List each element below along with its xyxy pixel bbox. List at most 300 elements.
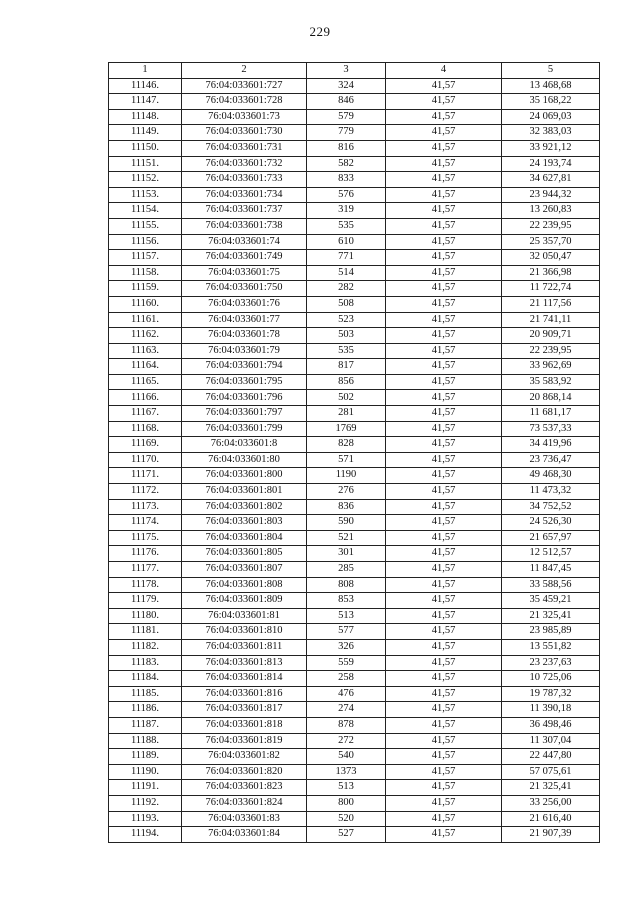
area-cell: 503 — [307, 328, 386, 344]
rate-cell: 41,57 — [386, 530, 502, 546]
amount-cell: 12 512,57 — [502, 546, 600, 562]
area-cell: 1769 — [307, 421, 386, 437]
area-cell: 319 — [307, 203, 386, 219]
cadastral-number-cell: 76:04:033601:749 — [182, 250, 307, 266]
amount-cell: 34 419,96 — [502, 437, 600, 453]
table-row — [109, 562, 600, 578]
cadastral-number-cell: 76:04:033601:809 — [182, 593, 307, 609]
amount-cell: 33 962,69 — [502, 359, 600, 375]
rate-cell: 41,57 — [386, 203, 502, 219]
cadastral-number-cell: 76:04:033601:820 — [182, 764, 307, 780]
amount-cell: 19 787,32 — [502, 686, 600, 702]
row-number-cell: 11182. — [109, 639, 182, 655]
cadastral-number-cell: 76:04:033601:810 — [182, 624, 307, 640]
amount-cell: 11 390,18 — [502, 702, 600, 718]
table-row — [109, 109, 600, 125]
row-number-cell: 11161. — [109, 312, 182, 328]
cadastral-number-cell: 76:04:033601:728 — [182, 94, 307, 110]
amount-cell: 11 847,45 — [502, 562, 600, 578]
rate-cell: 41,57 — [386, 109, 502, 125]
amount-cell: 22 239,95 — [502, 343, 600, 359]
table-row — [109, 530, 600, 546]
table-row — [109, 593, 600, 609]
cadastral-number-cell: 76:04:033601:731 — [182, 140, 307, 156]
area-cell: 476 — [307, 686, 386, 702]
table-row — [109, 811, 600, 827]
cadastral-number-cell: 76:04:033601:80 — [182, 452, 307, 468]
row-number-cell: 11149. — [109, 125, 182, 141]
table-row — [109, 218, 600, 234]
area-cell: 513 — [307, 780, 386, 796]
amount-cell: 73 537,33 — [502, 421, 600, 437]
amount-cell: 23 985,89 — [502, 624, 600, 640]
table-row — [109, 281, 600, 297]
table-row — [109, 780, 600, 796]
rate-cell: 41,57 — [386, 827, 502, 843]
area-cell: 579 — [307, 109, 386, 125]
area-cell: 836 — [307, 499, 386, 515]
column-header: 4 — [386, 63, 502, 79]
area-cell: 571 — [307, 452, 386, 468]
table-row — [109, 764, 600, 780]
cadastral-number-cell: 76:04:033601:79 — [182, 343, 307, 359]
table-body — [109, 78, 600, 842]
table-row — [109, 343, 600, 359]
table-row — [109, 94, 600, 110]
table-row — [109, 156, 600, 172]
cadastral-number-cell: 76:04:033601:802 — [182, 499, 307, 515]
cadastral-number-cell: 76:04:033601:813 — [182, 655, 307, 671]
column-header: 2 — [182, 63, 307, 79]
row-number-cell: 11176. — [109, 546, 182, 562]
row-number-cell: 11163. — [109, 343, 182, 359]
amount-cell: 23 944,32 — [502, 187, 600, 203]
row-number-cell: 11173. — [109, 499, 182, 515]
row-number-cell: 11185. — [109, 686, 182, 702]
rate-cell: 41,57 — [386, 468, 502, 484]
amount-cell: 32 050,47 — [502, 250, 600, 266]
table-row — [109, 546, 600, 562]
area-cell: 508 — [307, 296, 386, 312]
area-cell: 285 — [307, 562, 386, 578]
row-number-cell: 11159. — [109, 281, 182, 297]
cadastral-number-cell: 76:04:033601:76 — [182, 296, 307, 312]
table-row — [109, 702, 600, 718]
row-number-cell: 11193. — [109, 811, 182, 827]
cadastral-number-cell: 76:04:033601:817 — [182, 702, 307, 718]
rate-cell: 41,57 — [386, 593, 502, 609]
area-cell: 577 — [307, 624, 386, 640]
table-row — [109, 671, 600, 687]
table-row — [109, 499, 600, 515]
area-cell: 258 — [307, 671, 386, 687]
rate-cell: 41,57 — [386, 94, 502, 110]
area-cell: 324 — [307, 78, 386, 94]
column-header: 3 — [307, 63, 386, 79]
cadastral-number-cell: 76:04:033601:823 — [182, 780, 307, 796]
area-cell: 833 — [307, 172, 386, 188]
rate-cell: 41,57 — [386, 265, 502, 281]
row-number-cell: 11192. — [109, 795, 182, 811]
amount-cell: 13 468,68 — [502, 78, 600, 94]
area-cell: 590 — [307, 515, 386, 531]
row-number-cell: 11150. — [109, 140, 182, 156]
rate-cell: 41,57 — [386, 78, 502, 94]
cadastral-number-cell: 76:04:033601:796 — [182, 390, 307, 406]
cadastral-number-cell: 76:04:033601:803 — [182, 515, 307, 531]
area-cell: 281 — [307, 406, 386, 422]
table-row — [109, 733, 600, 749]
row-number-cell: 11179. — [109, 593, 182, 609]
area-cell: 521 — [307, 530, 386, 546]
amount-cell: 33 921,12 — [502, 140, 600, 156]
rate-cell: 41,57 — [386, 702, 502, 718]
row-number-cell: 11170. — [109, 452, 182, 468]
row-number-cell: 11175. — [109, 530, 182, 546]
cadastral-number-cell: 76:04:033601:732 — [182, 156, 307, 172]
row-number-cell: 11186. — [109, 702, 182, 718]
table-row — [109, 468, 600, 484]
table-row — [109, 686, 600, 702]
area-cell: 502 — [307, 390, 386, 406]
area-cell: 520 — [307, 811, 386, 827]
row-number-cell: 11146. — [109, 78, 182, 94]
area-cell: 535 — [307, 218, 386, 234]
amount-cell: 34 627,81 — [502, 172, 600, 188]
table-row — [109, 608, 600, 624]
area-cell: 846 — [307, 94, 386, 110]
area-cell: 828 — [307, 437, 386, 453]
row-number-cell: 11178. — [109, 577, 182, 593]
row-number-cell: 11152. — [109, 172, 182, 188]
amount-cell: 21 907,39 — [502, 827, 600, 843]
cadastral-number-cell: 76:04:033601:805 — [182, 546, 307, 562]
rate-cell: 41,57 — [386, 250, 502, 266]
cadastral-number-cell: 76:04:033601:808 — [182, 577, 307, 593]
row-number-cell: 11187. — [109, 717, 182, 733]
table-row — [109, 795, 600, 811]
area-cell: 816 — [307, 140, 386, 156]
cadastral-number-cell: 76:04:033601:734 — [182, 187, 307, 203]
cadastral-number-cell: 76:04:033601:816 — [182, 686, 307, 702]
rate-cell: 41,57 — [386, 546, 502, 562]
area-cell: 513 — [307, 608, 386, 624]
area-cell: 800 — [307, 795, 386, 811]
cadastral-number-cell: 76:04:033601:733 — [182, 172, 307, 188]
area-cell: 576 — [307, 187, 386, 203]
amount-cell: 21 117,56 — [502, 296, 600, 312]
cadastral-number-cell: 76:04:033601:83 — [182, 811, 307, 827]
row-number-cell: 11174. — [109, 515, 182, 531]
row-number-cell: 11157. — [109, 250, 182, 266]
cadastral-number-cell: 76:04:033601:73 — [182, 109, 307, 125]
rate-cell: 41,57 — [386, 156, 502, 172]
area-cell: 514 — [307, 265, 386, 281]
rate-cell: 41,57 — [386, 624, 502, 640]
row-number-cell: 11158. — [109, 265, 182, 281]
cadastral-number-cell: 76:04:033601:800 — [182, 468, 307, 484]
area-cell: 527 — [307, 827, 386, 843]
amount-cell: 21 366,98 — [502, 265, 600, 281]
amount-cell: 21 325,41 — [502, 780, 600, 796]
area-cell: 856 — [307, 374, 386, 390]
amount-cell: 49 468,30 — [502, 468, 600, 484]
area-cell: 282 — [307, 281, 386, 297]
table-row — [109, 624, 600, 640]
rate-cell: 41,57 — [386, 187, 502, 203]
row-number-cell: 11166. — [109, 390, 182, 406]
row-number-cell: 11189. — [109, 749, 182, 765]
cadastral-number-cell: 76:04:033601:814 — [182, 671, 307, 687]
cadastral-number-cell: 76:04:033601:77 — [182, 312, 307, 328]
rate-cell: 41,57 — [386, 218, 502, 234]
cadastral-number-cell: 76:04:033601:811 — [182, 639, 307, 655]
row-number-cell: 11194. — [109, 827, 182, 843]
cadastral-number-cell: 76:04:033601:750 — [182, 281, 307, 297]
table-row — [109, 374, 600, 390]
data-table — [108, 62, 600, 843]
rate-cell: 41,57 — [386, 562, 502, 578]
rate-cell: 41,57 — [386, 312, 502, 328]
rate-cell: 41,57 — [386, 655, 502, 671]
cadastral-number-cell: 76:04:033601:824 — [182, 795, 307, 811]
amount-cell: 13 551,82 — [502, 639, 600, 655]
amount-cell: 21 325,41 — [502, 608, 600, 624]
amount-cell: 20 868,14 — [502, 390, 600, 406]
rate-cell: 41,57 — [386, 343, 502, 359]
cadastral-number-cell: 76:04:033601:737 — [182, 203, 307, 219]
rate-cell: 41,57 — [386, 172, 502, 188]
rate-cell: 41,57 — [386, 811, 502, 827]
area-cell: 610 — [307, 234, 386, 250]
cadastral-number-cell: 76:04:033601:795 — [182, 374, 307, 390]
rate-cell: 41,57 — [386, 795, 502, 811]
amount-cell: 35 459,21 — [502, 593, 600, 609]
rate-cell: 41,57 — [386, 359, 502, 375]
area-cell: 559 — [307, 655, 386, 671]
amount-cell: 57 075,61 — [502, 764, 600, 780]
area-cell: 817 — [307, 359, 386, 375]
rate-cell: 41,57 — [386, 406, 502, 422]
area-cell: 276 — [307, 484, 386, 500]
cadastral-number-cell: 76:04:033601:797 — [182, 406, 307, 422]
cadastral-number-cell: 76:04:033601:730 — [182, 125, 307, 141]
amount-cell: 32 383,03 — [502, 125, 600, 141]
amount-cell: 23 237,63 — [502, 655, 600, 671]
row-number-cell: 11160. — [109, 296, 182, 312]
rate-cell: 41,57 — [386, 515, 502, 531]
row-number-cell: 11153. — [109, 187, 182, 203]
table-row — [109, 265, 600, 281]
area-cell: 582 — [307, 156, 386, 172]
table-row — [109, 717, 600, 733]
area-cell: 523 — [307, 312, 386, 328]
rate-cell: 41,57 — [386, 639, 502, 655]
column-header: 1 — [109, 63, 182, 79]
cadastral-number-cell: 76:04:033601:799 — [182, 421, 307, 437]
row-number-cell: 11167. — [109, 406, 182, 422]
rate-cell: 41,57 — [386, 577, 502, 593]
table-row — [109, 484, 600, 500]
table-row — [109, 437, 600, 453]
amount-cell: 22 447,80 — [502, 749, 600, 765]
rate-cell: 41,57 — [386, 328, 502, 344]
table-row — [109, 452, 600, 468]
cadastral-number-cell: 76:04:033601:807 — [182, 562, 307, 578]
rate-cell: 41,57 — [386, 437, 502, 453]
rate-cell: 41,57 — [386, 484, 502, 500]
row-number-cell: 11151. — [109, 156, 182, 172]
amount-cell: 21 616,40 — [502, 811, 600, 827]
cadastral-number-cell: 76:04:033601:727 — [182, 78, 307, 94]
rate-cell: 41,57 — [386, 749, 502, 765]
row-number-cell: 11190. — [109, 764, 182, 780]
row-number-cell: 11156. — [109, 234, 182, 250]
row-number-cell: 11168. — [109, 421, 182, 437]
row-number-cell: 11171. — [109, 468, 182, 484]
area-cell: 272 — [307, 733, 386, 749]
table-row — [109, 390, 600, 406]
cadastral-number-cell: 76:04:033601:8 — [182, 437, 307, 453]
table-row — [109, 749, 600, 765]
row-number-cell: 11181. — [109, 624, 182, 640]
amount-cell: 11 681,17 — [502, 406, 600, 422]
area-cell: 878 — [307, 717, 386, 733]
row-number-cell: 11147. — [109, 94, 182, 110]
table-row — [109, 639, 600, 655]
table-row — [109, 328, 600, 344]
rate-cell: 41,57 — [386, 281, 502, 297]
area-cell: 853 — [307, 593, 386, 609]
row-number-cell: 11191. — [109, 780, 182, 796]
cadastral-number-cell: 76:04:033601:794 — [182, 359, 307, 375]
row-number-cell: 11169. — [109, 437, 182, 453]
cadastral-number-cell: 76:04:033601:84 — [182, 827, 307, 843]
table-row — [109, 655, 600, 671]
cadastral-number-cell: 76:04:033601:819 — [182, 733, 307, 749]
table-row — [109, 125, 600, 141]
table-row — [109, 172, 600, 188]
cadastral-number-cell: 76:04:033601:818 — [182, 717, 307, 733]
cadastral-number-cell: 76:04:033601:74 — [182, 234, 307, 250]
table-row — [109, 515, 600, 531]
rate-cell: 41,57 — [386, 125, 502, 141]
page-number: 229 — [309, 24, 331, 39]
amount-cell: 21 657,97 — [502, 530, 600, 546]
rate-cell: 41,57 — [386, 686, 502, 702]
row-number-cell: 11164. — [109, 359, 182, 375]
area-cell: 771 — [307, 250, 386, 266]
area-cell: 540 — [307, 749, 386, 765]
table-row — [109, 203, 600, 219]
amount-cell: 36 498,46 — [502, 717, 600, 733]
area-cell: 301 — [307, 546, 386, 562]
table-row — [109, 406, 600, 422]
row-number-cell: 11162. — [109, 328, 182, 344]
table-row — [109, 187, 600, 203]
table-row — [109, 250, 600, 266]
amount-cell: 24 193,74 — [502, 156, 600, 172]
table-row — [109, 140, 600, 156]
amount-cell: 33 588,56 — [502, 577, 600, 593]
row-number-cell: 11148. — [109, 109, 182, 125]
rate-cell: 41,57 — [386, 499, 502, 515]
row-number-cell: 11188. — [109, 733, 182, 749]
cadastral-number-cell: 76:04:033601:78 — [182, 328, 307, 344]
row-number-cell: 11154. — [109, 203, 182, 219]
row-number-cell: 11177. — [109, 562, 182, 578]
rate-cell: 41,57 — [386, 764, 502, 780]
table-row — [109, 577, 600, 593]
amount-cell: 11 722,74 — [502, 281, 600, 297]
table-row — [109, 234, 600, 250]
area-cell: 1190 — [307, 468, 386, 484]
amount-cell: 11 473,32 — [502, 484, 600, 500]
cadastral-number-cell: 76:04:033601:82 — [182, 749, 307, 765]
cadastral-number-cell: 76:04:033601:738 — [182, 218, 307, 234]
area-cell: 535 — [307, 343, 386, 359]
rate-cell: 41,57 — [386, 717, 502, 733]
amount-cell: 11 307,04 — [502, 733, 600, 749]
amount-cell: 24 069,03 — [502, 109, 600, 125]
rate-cell: 41,57 — [386, 608, 502, 624]
rate-cell: 41,57 — [386, 140, 502, 156]
cadastral-number-cell: 76:04:033601:804 — [182, 530, 307, 546]
amount-cell: 35 583,92 — [502, 374, 600, 390]
rate-cell: 41,57 — [386, 421, 502, 437]
cadastral-number-cell: 76:04:033601:75 — [182, 265, 307, 281]
rate-cell: 41,57 — [386, 296, 502, 312]
table-row — [109, 78, 600, 94]
rate-cell: 41,57 — [386, 780, 502, 796]
amount-cell: 33 256,00 — [502, 795, 600, 811]
area-cell: 779 — [307, 125, 386, 141]
table-row — [109, 359, 600, 375]
cadastral-number-cell: 76:04:033601:81 — [182, 608, 307, 624]
amount-cell: 35 168,22 — [502, 94, 600, 110]
rate-cell: 41,57 — [386, 733, 502, 749]
row-number-cell: 11165. — [109, 374, 182, 390]
column-header: 5 — [502, 63, 600, 79]
row-number-cell: 11155. — [109, 218, 182, 234]
row-number-cell: 11183. — [109, 655, 182, 671]
amount-cell: 34 752,52 — [502, 499, 600, 515]
row-number-cell: 11184. — [109, 671, 182, 687]
amount-cell: 20 909,71 — [502, 328, 600, 344]
row-number-cell: 11172. — [109, 484, 182, 500]
amount-cell: 24 526,30 — [502, 515, 600, 531]
area-cell: 326 — [307, 639, 386, 655]
area-cell: 1373 — [307, 764, 386, 780]
rate-cell: 41,57 — [386, 374, 502, 390]
rate-cell: 41,57 — [386, 390, 502, 406]
amount-cell: 21 741,11 — [502, 312, 600, 328]
table-header-row — [109, 63, 600, 79]
area-cell: 274 — [307, 702, 386, 718]
rate-cell: 41,57 — [386, 452, 502, 468]
rate-cell: 41,57 — [386, 671, 502, 687]
row-number-cell: 11180. — [109, 608, 182, 624]
amount-cell: 23 736,47 — [502, 452, 600, 468]
amount-cell: 22 239,95 — [502, 218, 600, 234]
cadastral-number-cell: 76:04:033601:801 — [182, 484, 307, 500]
amount-cell: 10 725,06 — [502, 671, 600, 687]
table-row — [109, 827, 600, 843]
amount-cell: 13 260,83 — [502, 203, 600, 219]
rate-cell: 41,57 — [386, 234, 502, 250]
table-row — [109, 421, 600, 437]
area-cell: 808 — [307, 577, 386, 593]
